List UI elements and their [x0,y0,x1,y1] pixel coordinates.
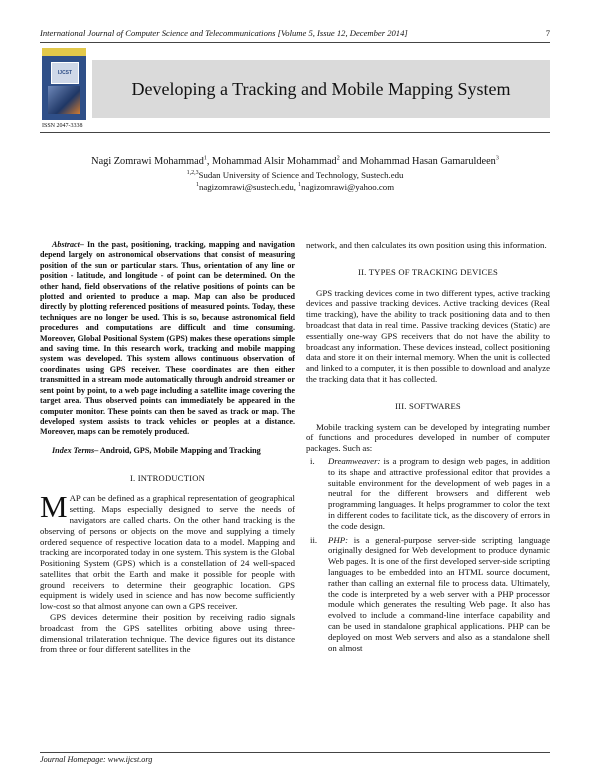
footer [40,755,152,764]
index-terms-label: Index Terms– [52,445,99,455]
email-2[interactable]: nagizomrawi@yahoo.com [301,182,395,192]
left-column [40,240,295,655]
cover-strip [42,48,86,56]
author-1-sup: 1 [203,155,207,162]
running-header [40,28,550,38]
right-column [306,240,550,656]
section-heading-introduction: I. INTRODUCTION [129,472,206,483]
index-terms [40,446,295,457]
intro-paragraph-1-text: AP can be defined as a graphical representation of geographical setting. Maps especially designed to serve the needs of navigators are called charts. On the other hand tracking is the observing of persons or objects on the move and supplying a timely ordered sequence of respective location data to a model. Mapping and tracking are incorporated today in one system. This system is the Global Positioning System (GPS) which is a constellation of 24 well-spaced satellites that orbit the Earth and make it possible for people with ground receivers to determine their geographic location. GPS equipment is widely used in science and has now become sufficiently low-cost so that almost anyone can own a GPS receiver. [40,493,295,612]
author-names [40,155,550,169]
section-heading-tracking-devices: II. TYPES OF TRACKING DEVICES [358,266,498,277]
abstract-label: Abstract– [52,240,84,249]
continued-paragraph: network, and then calculates its own position using this information. [306,240,547,250]
list-item-number: ii. [310,534,318,545]
cover-label: IJCST [51,62,79,84]
softwares-paragraph: Mobile tracking system can be developed by integrating number of functions and procedures developed in number of computer packages. Such as: [306,421,550,454]
email-1-sup: 1 [195,182,199,189]
footer-label: Journal Homepage: [40,755,108,764]
affiliation-text: Sudan University of Science and Technology, Sustech.edu [198,170,404,180]
journal-name: International Journal of Computer Science and Telecommunications [Volume 5, Issue 12, December 2014] [40,28,408,38]
list-item-number: i. [310,455,315,466]
email-1[interactable]: nagizomrawi@sustech.edu, [198,182,296,192]
email-2-sup: 1 [298,182,302,189]
affiliation [40,169,550,181]
abstract [40,240,295,438]
drop-cap: M [40,489,68,525]
journal-homepage-link[interactable]: www.ijcst.org [107,755,153,764]
author-block [40,155,550,193]
footer-rule [40,752,550,753]
author-1: Nagi Zomrawi Mohammad [91,156,204,167]
emails [40,181,550,193]
list-item [306,535,550,654]
index-terms-text: Android, GPS, Mobile Mapping and Tracking [98,445,261,455]
author-2-sup: 2 [336,155,340,162]
list-item-name: PHP: [328,534,349,545]
list-item-text: is a general-purpose server-side scripting language originally designed for Web development to produce dynamic Web pages. It is one of the first developed server-side scripting languages to be embedded into an HTML source document, rather than calling an external file to process data. Ultimately, the code is interpreted by a web server with a PHP processor module which generates the resulting Web page. It also has evolved to include a command-line interface capability and can be used in standalone graphical applications. PHP can be deployed on most Web servers and also as a standalone shell on almost [328,534,550,653]
software-list [306,456,550,653]
title-band [92,60,550,118]
affiliation-sup: 1,2,3 [186,170,199,177]
issn: ISSN 2047-3338 [42,123,83,129]
list-item-name: Dreamweaver: [328,455,381,466]
author-3: and Mohammad Hasan Gamaruldeen [339,156,496,167]
header-rule [40,42,550,43]
section-heading-softwares: III. SOFTWARES [395,400,461,411]
author-2: , Mohammad Alsir Mohammad [206,156,337,167]
page-number: 7 [545,28,550,38]
paper-title: Developing a Tracking and Mobile Mapping System [131,79,511,99]
author-3-sup: 3 [495,155,499,162]
title-rule [40,132,550,133]
intro-paragraph-2: GPS devices determine their position by receiving radio signals broadcast from the GPS satellites orbiting above using three-dimensional trilateration technique. The device figures out its distance from three or four different satellites in the [40,612,295,655]
intro-paragraph-1 [40,489,295,612]
list-item [306,456,550,532]
journal-cover-thumbnail [42,48,86,120]
cover-image [48,86,80,114]
abstract-text: In the past, positioning, tracking, mapping and navigation depend largely on astronomical observations that consist of measuring position of the sun or particular stars. Thus, orientation of any line or position - latitude, and longitude - of point can be determined. On the other hand, field observations of the relative positions of points can be plotted and oriented to produce a map. Map can also be produced directly by plotting referenced positions of measured points. Today, these techniques are no longer be used. This is so, because astronomical field procedures and computations are difficult and time consuming. Moreover, Global Positional System (GPS) makes these operations simple and saving time. In this research work, tracking and mobile mapping system was developed. This system allows continuous observation of coordinates using GPS receiver. These coordinates are then either transmitted in a stream mode automatically through android streamer or sent point by point, to a web page including a satellite image covering the target area. Thus observed points can immediately be appeared in the computer monitor. These points can then be saved as track or map. The developed system assists to track vehicles or peoples at a distance. Moreover, maps can be remotely produced. [40,240,295,437]
tracking-devices-paragraph: GPS tracking devices come in two different types, active tracking devices and passive tracking devices. Active tracking devices (Real time tracking), have the ability to track positioning data and to then broadcast that data in real time. Passive tracking devices (Static) are essentially one-way GPS receivers that do not have the ability to broadcast any information. These devices instead, collect positioning data and store it on their internal memory. When the unit is collected and linked to a computer, it is then possible to download and analyze the tracking data that it has collected. [306,287,550,384]
list-item-text: is a program to design web pages, in addition to its shape and attractive professional editor that provides a suitable environment for the development of web pages in a neutral for the different browsers and different web programming languages. It helps programmer to color the text in different codes to facilitate tick, as the discovery of errors in the code design. [328,455,550,531]
